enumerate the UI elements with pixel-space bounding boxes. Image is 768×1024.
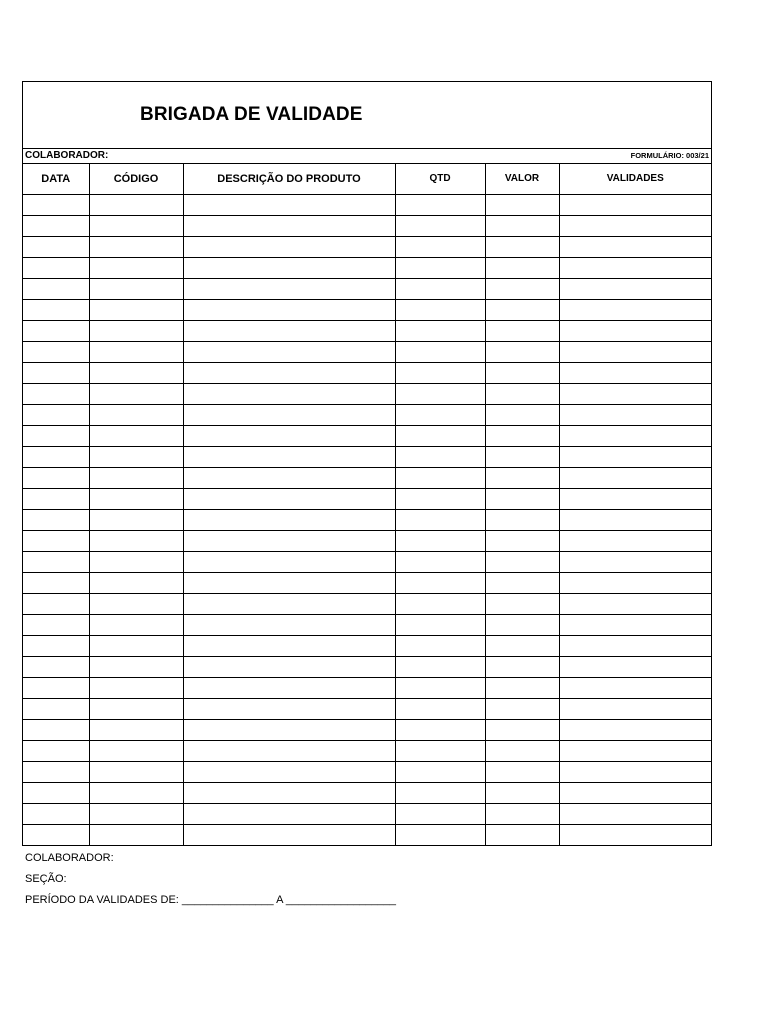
- table-cell[interactable]: [485, 425, 559, 446]
- table-cell[interactable]: [395, 194, 485, 215]
- table-cell[interactable]: [559, 551, 711, 572]
- table-cell[interactable]: [89, 257, 183, 278]
- table-cell[interactable]: [485, 299, 559, 320]
- table-cell[interactable]: [183, 719, 395, 740]
- table-cell[interactable]: [485, 530, 559, 551]
- table-cell[interactable]: [559, 740, 711, 761]
- table-row: [23, 719, 711, 740]
- table-row: [23, 656, 711, 677]
- table-cell[interactable]: [89, 656, 183, 677]
- table-cell[interactable]: [485, 362, 559, 383]
- col-header-descricao: DESCRIÇÃO DO PRODUTO: [183, 164, 395, 194]
- table-cell[interactable]: [23, 530, 89, 551]
- table-cell[interactable]: [183, 320, 395, 341]
- table-cell[interactable]: [89, 362, 183, 383]
- table-cell[interactable]: [23, 236, 89, 257]
- table-cell[interactable]: [183, 656, 395, 677]
- table-cell[interactable]: [89, 299, 183, 320]
- table-cell[interactable]: [89, 530, 183, 551]
- table-cell[interactable]: [23, 425, 89, 446]
- table-row: [23, 803, 711, 824]
- table-cell[interactable]: [183, 530, 395, 551]
- col-header-data: DATA: [23, 164, 89, 194]
- table-cell[interactable]: [559, 698, 711, 719]
- table-cell[interactable]: [395, 614, 485, 635]
- table-cell[interactable]: [183, 614, 395, 635]
- table-cell[interactable]: [559, 236, 711, 257]
- form-number: FORMULÁRIO: 003/21: [630, 151, 709, 160]
- table-cell[interactable]: [485, 740, 559, 761]
- table-cell[interactable]: [559, 215, 711, 236]
- table-cell[interactable]: [559, 593, 711, 614]
- table-cell[interactable]: [183, 782, 395, 803]
- table-cell[interactable]: [395, 362, 485, 383]
- table-cell[interactable]: [485, 803, 559, 824]
- table-cell[interactable]: [89, 677, 183, 698]
- form-title: BRIGADA DE VALIDADE: [140, 104, 363, 125]
- table-cell[interactable]: [395, 404, 485, 425]
- table-cell[interactable]: [559, 320, 711, 341]
- table-cell[interactable]: [395, 593, 485, 614]
- table-cell[interactable]: [23, 572, 89, 593]
- table-cell[interactable]: [395, 656, 485, 677]
- table-cell[interactable]: [183, 488, 395, 509]
- table-cell[interactable]: [89, 782, 183, 803]
- table-cell[interactable]: [23, 383, 89, 404]
- table-row: [23, 446, 711, 467]
- table-cell[interactable]: [395, 761, 485, 782]
- table-cell[interactable]: [395, 467, 485, 488]
- table-cell[interactable]: [23, 341, 89, 362]
- table-cell[interactable]: [395, 530, 485, 551]
- form-footer: [25, 848, 396, 911]
- table-cell[interactable]: [559, 425, 711, 446]
- table-cell[interactable]: [485, 467, 559, 488]
- table-cell[interactable]: [485, 341, 559, 362]
- table-row: [23, 278, 711, 299]
- table-row: [23, 824, 711, 845]
- table-cell[interactable]: [559, 383, 711, 404]
- table-cell[interactable]: [559, 656, 711, 677]
- table-cell[interactable]: [485, 593, 559, 614]
- table-cell[interactable]: [183, 404, 395, 425]
- table-cell[interactable]: [559, 299, 711, 320]
- table-cell[interactable]: [89, 215, 183, 236]
- table-row: [23, 782, 711, 803]
- table-cell[interactable]: [23, 551, 89, 572]
- table-cell[interactable]: [183, 362, 395, 383]
- table-row: [23, 362, 711, 383]
- table-cell[interactable]: [395, 320, 485, 341]
- table-cell[interactable]: [395, 719, 485, 740]
- table-cell[interactable]: [485, 551, 559, 572]
- footer-colaborador: COLABORADOR:: [25, 852, 114, 864]
- table-row: [23, 698, 711, 719]
- table-cell[interactable]: [485, 614, 559, 635]
- table-cell[interactable]: [89, 698, 183, 719]
- table-cell[interactable]: [395, 299, 485, 320]
- table-cell[interactable]: [395, 341, 485, 362]
- table-cell[interactable]: [183, 215, 395, 236]
- table-row: [23, 425, 711, 446]
- table-row: [23, 404, 711, 425]
- table-cell[interactable]: [89, 425, 183, 446]
- table-cell[interactable]: [559, 677, 711, 698]
- table-cell[interactable]: [485, 383, 559, 404]
- col-header-codigo: CÓDIGO: [89, 164, 183, 194]
- table-cell[interactable]: [395, 425, 485, 446]
- table-row: [23, 341, 711, 362]
- table-cell[interactable]: [395, 803, 485, 824]
- table-cell[interactable]: [183, 383, 395, 404]
- table-cell[interactable]: [183, 593, 395, 614]
- table-cell[interactable]: [183, 803, 395, 824]
- table-cell[interactable]: [23, 656, 89, 677]
- table-cell[interactable]: [183, 740, 395, 761]
- table-cell[interactable]: [183, 341, 395, 362]
- table-cell[interactable]: [23, 299, 89, 320]
- info-row: [23, 149, 711, 164]
- table-cell[interactable]: [485, 194, 559, 215]
- table-cell[interactable]: [395, 698, 485, 719]
- table-row: [23, 677, 711, 698]
- table-row: [23, 236, 711, 257]
- table-cell[interactable]: [559, 824, 711, 845]
- table-cell[interactable]: [23, 215, 89, 236]
- table-cell[interactable]: [395, 488, 485, 509]
- table-row: [23, 530, 711, 551]
- table-row: [23, 572, 711, 593]
- table-cell[interactable]: [89, 824, 183, 845]
- table-cell[interactable]: [89, 803, 183, 824]
- table-cell[interactable]: [183, 236, 395, 257]
- table-cell[interactable]: [183, 677, 395, 698]
- table-cell[interactable]: [559, 278, 711, 299]
- table-cell[interactable]: [89, 194, 183, 215]
- table-row: [23, 194, 711, 215]
- table-cell[interactable]: [23, 824, 89, 845]
- table-body: [23, 194, 711, 845]
- table-cell[interactable]: [183, 467, 395, 488]
- table-cell[interactable]: [89, 446, 183, 467]
- table-cell[interactable]: [559, 614, 711, 635]
- table-cell[interactable]: [559, 488, 711, 509]
- table-cell[interactable]: [395, 236, 485, 257]
- table-cell[interactable]: [559, 194, 711, 215]
- table-cell[interactable]: [559, 635, 711, 656]
- table-cell[interactable]: [183, 425, 395, 446]
- table-cell[interactable]: [559, 761, 711, 782]
- validity-form: [22, 81, 712, 846]
- table-cell[interactable]: [485, 656, 559, 677]
- table-cell[interactable]: [559, 803, 711, 824]
- table-cell[interactable]: [395, 782, 485, 803]
- table-cell[interactable]: [559, 404, 711, 425]
- table-cell[interactable]: [23, 257, 89, 278]
- col-header-validades: VALIDADES: [559, 164, 711, 194]
- table-cell[interactable]: [89, 467, 183, 488]
- table-row: [23, 383, 711, 404]
- table-cell[interactable]: [485, 278, 559, 299]
- table-cell[interactable]: [23, 635, 89, 656]
- table-row: [23, 614, 711, 635]
- table-row: [23, 299, 711, 320]
- table-cell[interactable]: [89, 719, 183, 740]
- table-row: [23, 740, 711, 761]
- products-table: [23, 164, 711, 845]
- table-cell[interactable]: [395, 215, 485, 236]
- table-cell[interactable]: [395, 677, 485, 698]
- table-cell[interactable]: [395, 257, 485, 278]
- table-cell[interactable]: [395, 824, 485, 845]
- table-cell[interactable]: [23, 782, 89, 803]
- table-cell[interactable]: [485, 635, 559, 656]
- table-cell[interactable]: [183, 635, 395, 656]
- table-cell[interactable]: [89, 614, 183, 635]
- table-cell[interactable]: [23, 740, 89, 761]
- table-row: [23, 509, 711, 530]
- table-cell[interactable]: [559, 341, 711, 362]
- table-cell[interactable]: [183, 194, 395, 215]
- table-cell[interactable]: [485, 677, 559, 698]
- table-cell[interactable]: [183, 824, 395, 845]
- table-row: [23, 215, 711, 236]
- table-cell[interactable]: [23, 593, 89, 614]
- table-cell[interactable]: [23, 488, 89, 509]
- table-cell[interactable]: [485, 404, 559, 425]
- table-cell[interactable]: [183, 299, 395, 320]
- table-cell[interactable]: [89, 572, 183, 593]
- col-header-qtd: QTD: [395, 164, 485, 194]
- table-cell[interactable]: [559, 572, 711, 593]
- table-cell[interactable]: [485, 509, 559, 530]
- table-cell[interactable]: [395, 278, 485, 299]
- table-cell[interactable]: [89, 320, 183, 341]
- table-cell[interactable]: [395, 446, 485, 467]
- table-cell[interactable]: [485, 446, 559, 467]
- table-cell[interactable]: [23, 761, 89, 782]
- table-cell[interactable]: [89, 551, 183, 572]
- table-cell[interactable]: [89, 635, 183, 656]
- table-cell[interactable]: [485, 824, 559, 845]
- table-cell[interactable]: [23, 362, 89, 383]
- footer-secao: SEÇÃO:: [25, 873, 67, 885]
- table-cell[interactable]: [23, 803, 89, 824]
- table-cell[interactable]: [395, 509, 485, 530]
- table-cell[interactable]: [89, 341, 183, 362]
- table-cell[interactable]: [183, 551, 395, 572]
- table-cell[interactable]: [485, 572, 559, 593]
- table-cell[interactable]: [559, 782, 711, 803]
- table-cell[interactable]: [183, 509, 395, 530]
- table-header-row: [23, 164, 711, 194]
- table-row: [23, 593, 711, 614]
- table-row: [23, 320, 711, 341]
- table-cell[interactable]: [485, 215, 559, 236]
- table-cell[interactable]: [89, 761, 183, 782]
- table-row: [23, 488, 711, 509]
- table-row: [23, 551, 711, 572]
- table-cell[interactable]: [559, 257, 711, 278]
- table-cell[interactable]: [89, 509, 183, 530]
- table-cell[interactable]: [23, 509, 89, 530]
- footer-periodo: PERÍODO DA VALIDADES DE: _______________ A __________________: [25, 894, 397, 906]
- table-cell[interactable]: [23, 320, 89, 341]
- table-cell[interactable]: [395, 551, 485, 572]
- table-cell[interactable]: [559, 362, 711, 383]
- table-cell[interactable]: [23, 467, 89, 488]
- table-cell[interactable]: [89, 404, 183, 425]
- table-cell[interactable]: [183, 446, 395, 467]
- col-header-valor: VALOR: [485, 164, 559, 194]
- table-cell[interactable]: [183, 572, 395, 593]
- table-cell[interactable]: [485, 698, 559, 719]
- table-cell[interactable]: [485, 320, 559, 341]
- table-cell[interactable]: [23, 614, 89, 635]
- table-cell[interactable]: [89, 593, 183, 614]
- table-cell[interactable]: [559, 719, 711, 740]
- table-cell[interactable]: [23, 698, 89, 719]
- table-row: [23, 635, 711, 656]
- title-row: [23, 82, 711, 149]
- table-cell[interactable]: [183, 761, 395, 782]
- table-cell[interactable]: [89, 740, 183, 761]
- table-row: [23, 257, 711, 278]
- table-cell[interactable]: [559, 530, 711, 551]
- table-row: [23, 761, 711, 782]
- table-cell[interactable]: [183, 698, 395, 719]
- table-cell[interactable]: [485, 782, 559, 803]
- table-cell[interactable]: [89, 488, 183, 509]
- table-cell[interactable]: [485, 488, 559, 509]
- table-cell[interactable]: [559, 467, 711, 488]
- table-cell[interactable]: [485, 719, 559, 740]
- table-cell[interactable]: [183, 257, 395, 278]
- table-cell[interactable]: [485, 236, 559, 257]
- table-cell[interactable]: [395, 383, 485, 404]
- table-cell[interactable]: [395, 572, 485, 593]
- table-cell[interactable]: [23, 194, 89, 215]
- table-cell[interactable]: [559, 446, 711, 467]
- table-cell[interactable]: [485, 761, 559, 782]
- table-cell[interactable]: [23, 446, 89, 467]
- table-cell[interactable]: [485, 257, 559, 278]
- table-cell[interactable]: [89, 236, 183, 257]
- table-cell[interactable]: [559, 509, 711, 530]
- table-cell[interactable]: [23, 404, 89, 425]
- table-cell[interactable]: [23, 278, 89, 299]
- table-cell[interactable]: [395, 740, 485, 761]
- colaborador-label: COLABORADOR:: [25, 150, 109, 161]
- table-cell[interactable]: [23, 719, 89, 740]
- table-cell[interactable]: [395, 635, 485, 656]
- table-row: [23, 467, 711, 488]
- table-cell[interactable]: [89, 278, 183, 299]
- table-cell[interactable]: [183, 278, 395, 299]
- table-cell[interactable]: [23, 677, 89, 698]
- table-cell[interactable]: [89, 383, 183, 404]
